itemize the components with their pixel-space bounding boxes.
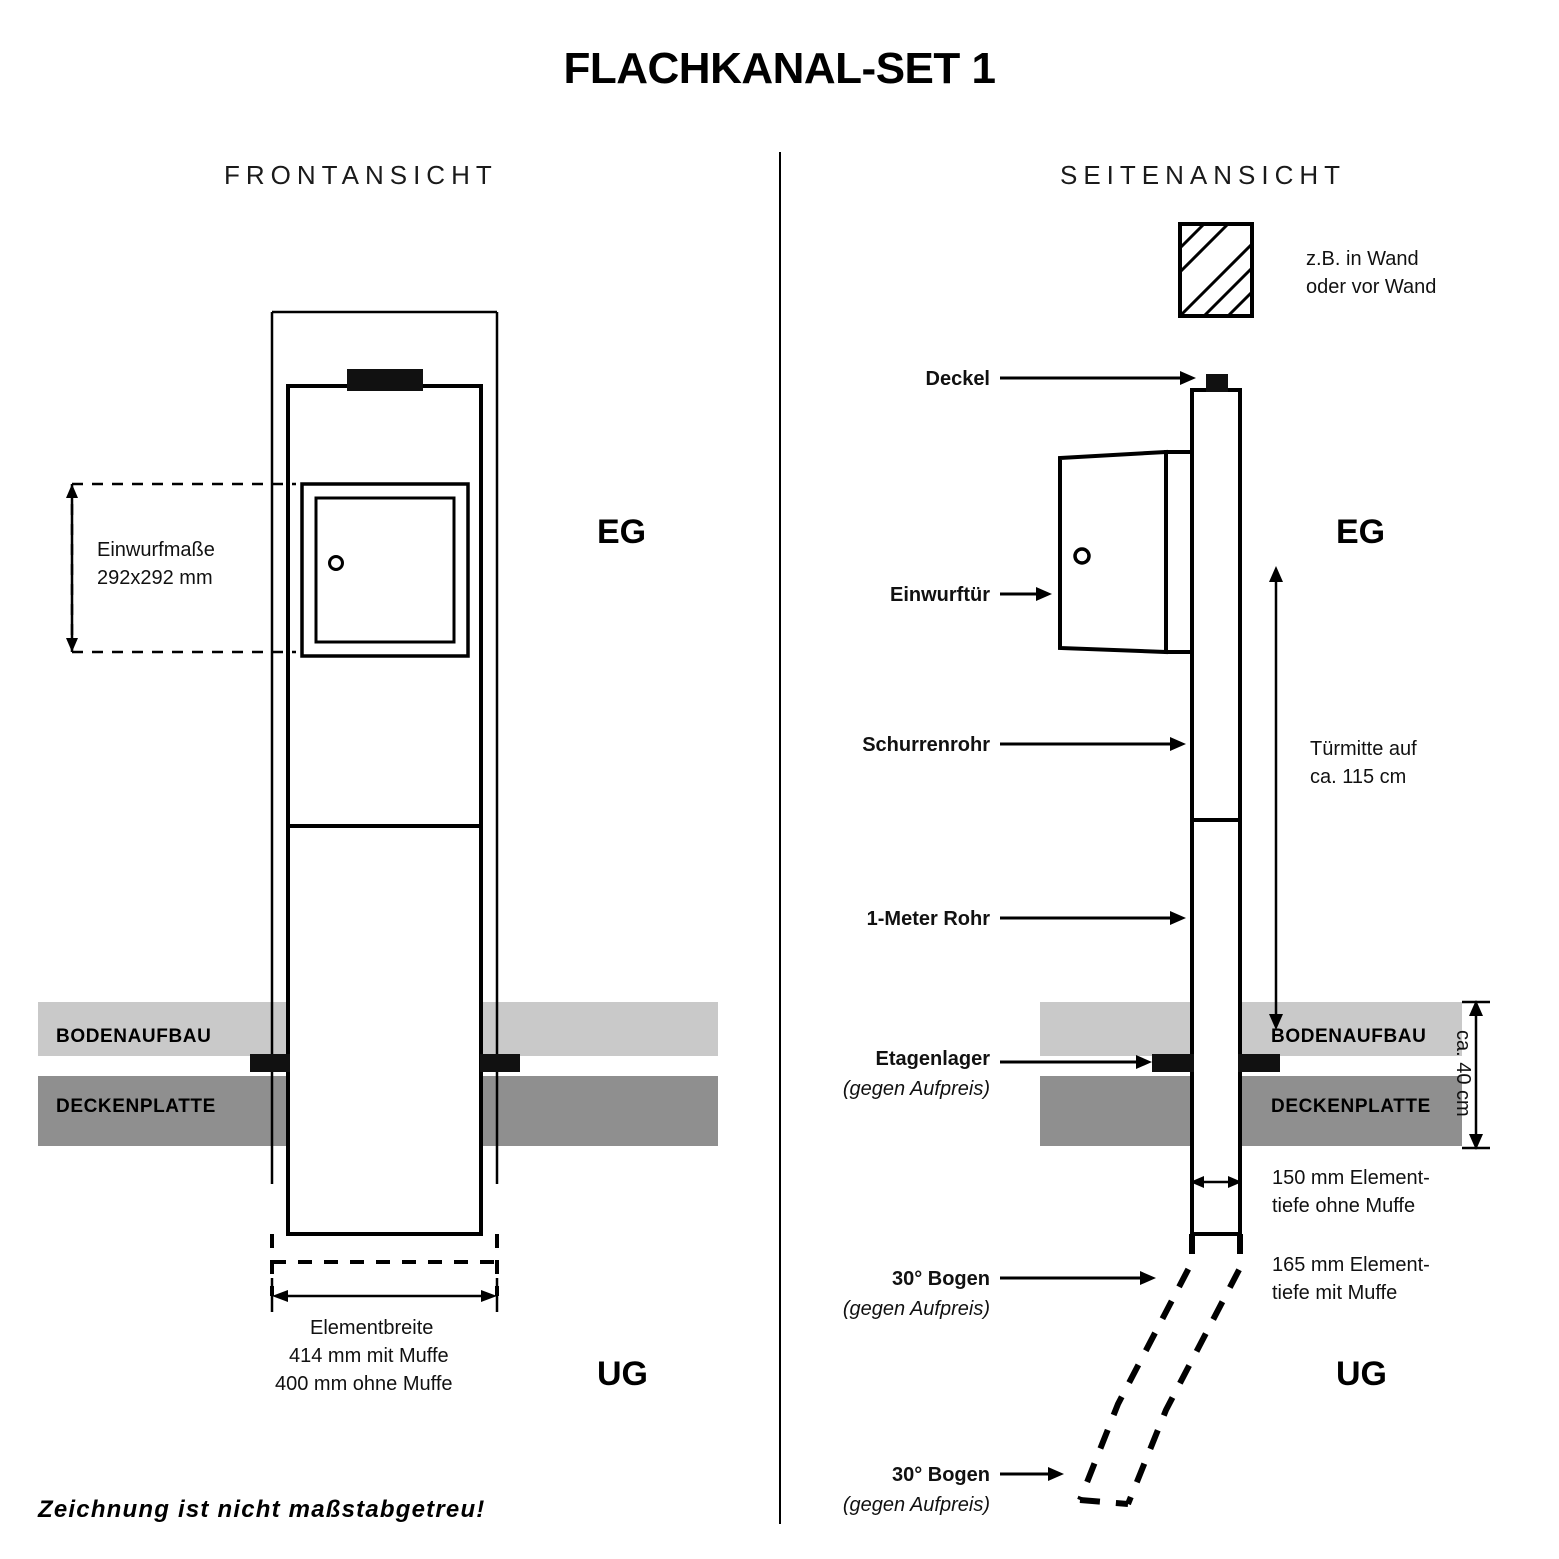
front-elementbreite-line1: Elementbreite [310,1317,434,1339]
side-label-meterrohr: 1-Meter Rohr [866,908,990,930]
side-label-einwurftuer: Einwurftür [890,584,990,606]
side-schurrenrohr [1192,390,1240,820]
side-tuermitte-line1: Türmitte auf [1310,738,1417,760]
side-label-schurrenrohr: Schurrenrohr [862,734,990,756]
side-label-bogen30-upper-sub: (gegen Aufpreis) [842,1298,990,1320]
side-depth-mit-line2: tiefe mit Muffe [1272,1282,1398,1304]
floor-label-eg-side: EG [1336,513,1386,551]
side-label-etagenlager: Etagenlager [875,1048,990,1070]
front-door-handle [330,557,343,570]
front-etagenlager-right [480,1054,520,1072]
side-depth-ohne-line1: 150 mm Element- [1272,1167,1430,1189]
side-meterrohr [1192,820,1240,1234]
front-elementbreite-line3: 400 mm ohne Muffe [275,1373,453,1395]
view-label-front: FRONTANSICHT [224,160,498,190]
floor-label-eg-front: EG [597,513,647,551]
front-bottom-dashed [272,1234,497,1296]
front-einwurfmasse-line1: Einwurfmaße [97,539,215,561]
side-tuermitte-line2: ca. 115 cm [1310,766,1407,788]
side-tuermitte-dim [1269,566,1283,1030]
side-depth-mit-line1: 165 mm Element- [1272,1254,1430,1276]
side-ca40-label: ca. 40 cm [1452,1030,1474,1117]
front-elementbreite-dim [272,1278,497,1312]
side-etagenlager-left [1152,1054,1194,1072]
band-label-bodenaufbau-right: BODENAUFBAU [1271,1026,1427,1047]
side-bends-dashed [1080,1234,1240,1504]
front-deckel [348,370,422,390]
side-door-flange [1166,452,1192,652]
band-label-deckenplatte-right: DECKENPLATTE [1271,1096,1431,1117]
floor-label-ug-front: UG [597,1355,648,1393]
band-label-bodenaufbau-left: BODENAUFBAU [56,1026,212,1047]
side-label-etagenlager-sub: (gegen Aufpreis) [842,1078,990,1100]
side-label-bogen30-upper: 30° Bogen [891,1268,990,1290]
side-label-bogen30-lower: 30° Bogen [891,1464,990,1486]
side-etagenlager-right [1238,1054,1280,1072]
front-etagenlager-left [250,1054,290,1072]
side-depth-ohne-line2: tiefe ohne Muffe [1272,1195,1416,1217]
side-label-bogen30-lower-sub: (gegen Aufpreis) [842,1494,990,1516]
side-label-deckel: Deckel [925,368,990,390]
front-einwurfmasse-line2: 292x292 mm [97,567,213,589]
front-einwurfmasse-arrow [66,484,78,652]
band-label-deckenplatte-left: DECKENPLATTE [56,1096,216,1117]
view-label-side: SEITENANSICHT [1060,160,1347,190]
front-lower-element [288,826,481,1234]
side-deckel [1206,374,1228,392]
floor-label-ug-side: UG [1336,1355,1387,1393]
front-elementbreite-line2: 414 mm mit Muffe [289,1345,449,1367]
side-wall-note-line2: oder vor Wand [1306,276,1437,298]
footer-note: Zeichnung ist nicht maßstabgetreu! [38,1496,486,1523]
side-wall-note-line1: z.B. in Wand [1306,248,1419,270]
page-title: FLACHKANAL-SET 1 [563,44,996,93]
side-door-handle [1075,549,1089,563]
